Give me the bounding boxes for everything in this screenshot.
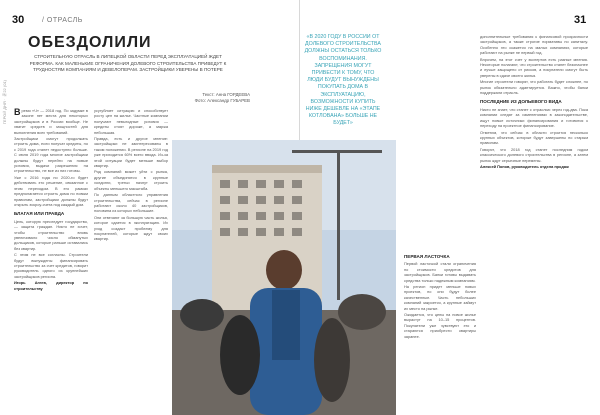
- col2-p1: усугубляет ситуацию и способствует росту цен на жилье. Частные компании получают невыгодные условия — кредиты стоят дороже, а маржа небольшая.: [94, 108, 168, 135]
- dropcap: В: [14, 107, 21, 117]
- section-label: / ОТРАСЛЬ: [42, 17, 83, 24]
- column-3: [480, 34, 588, 170]
- col4-p2: На регион придет меньше новых проектов, но они будут более качественные. Часть небольших компаний закроется, а крупные займут их место на рынке.: [404, 284, 476, 311]
- col1-subhead: БЛАГАЯ ИЛИ ПРАВДА: [14, 211, 65, 217]
- col1-p2: Застройщики смогут продолжать строить дома, если получат кредиты, но с 2019 года станет недоступно больше. С июля 2019 года многие застройщики должны будут перейти на новые условия, выдачи разрешения на строительство, не все из них готовы.: [14, 136, 88, 174]
- column-1: [14, 108, 88, 292]
- col3-p4: Никто не знает, что станет с отраслью через год-два. Пока компании следят за изменениями в законодательстве, ищут новые источники финансирования и готовятся к переходу на проектное финансирование.: [480, 106, 588, 129]
- col4-p1: Первой ласточкой стали ограничения по стоимости кредитов для застройщиков. Банки готовы выдавать средства только надежным компаниям.: [404, 261, 476, 283]
- photo-credit: Фото: Александр ГУБАРЕВ: [194, 98, 250, 103]
- headline: ОБЕЗДОЛИЛИ: [28, 34, 152, 51]
- column-2: [94, 108, 168, 243]
- col3-p3: Многие строители говорят, что работать будет сложнее, но рынок обязательно адаптируется. Важно, чтобы банки поддержали отрасль.: [480, 79, 588, 96]
- col2-p5: Они отвечают за большую часть жилья, которое сдается в эксплуатацию. Их уход создаст проблему для покупателей, которые ждут своих квартир.: [94, 214, 168, 242]
- col2-p3: Ряд компаний может уйти с рынка, другие объединятся в крупные холдинги, третьи начнут строить объекты меньшего масштаба.: [94, 169, 168, 191]
- col1-p3: Уже с 2016 года по 2020-го будет действовать это решение, связанное с этим переходом. В его рамках предполагается строить дома по новым правилам, застройщики должны будут открыть эскроу-счета под каждый дом.: [14, 174, 88, 207]
- col3-speaker: Алексей Попов, руководитель отдела продаж: [480, 163, 569, 169]
- page-number-right: 31: [574, 14, 587, 26]
- pull-quote: «В 2020 ГОДУ В РОССИИ ОТ ДОЛЕВОГО СТРОИТЕЛЬСТВА ДОЛЖНЫ ОСТАТЬСЯ ТОЛЬКО ВОСПОМИНАНИЯ. ЗАПРЕЩЕНИЯ МОГУТ ПРИВЕСТИ К ТОМУ, ЧТО ЛЮДИ БУДУТ ВЫНУЖДЕНЫ ПОКУПАТЬ ДОМА В ЭКСПЛУАТАЦИЮ, ВОЗМОЖНОСТИ КУПИТЬ НИЖЕ ДЕШЕВЛЕ НА «ЭТАПЕ КОТЛОВАНА» БОЛЬШЕ НЕ БУДЕТ»: [304, 34, 382, 127]
- col1-p1: ремя «Ч» — 2018 год. По задумке в законе нет места для некоторых застройщиков и в России вообще. Не хватит средств и мощностей для выполнения всех требований.: [14, 108, 88, 135]
- col2-p4: По данным областного управления строительства, сейчас в регионе работают около 40 застройщиков, половина из которых небольшие.: [94, 192, 168, 214]
- col3-subhead: ПОСЛЕДНИЕ ИЗ ДОЛЬЕВОГО ВИДА: [480, 99, 562, 105]
- col3-p2: Впрочем, на этот счет у экспертов есть разные мнения. Некоторые полагают, что строительство станет безопаснее и лучше защищено от рисков, а покупатели смогут быть уверены в сдаче своего жилья.: [480, 56, 588, 78]
- col4-p3: Ожидается, что цены на новое жилье вырастут на 10–15 процентов. Покупатели уже чувствуют это и стараются приобрести квартиры заранее.: [404, 312, 476, 339]
- col3-p1: дополнительные требования к финансовой прозрачности застройщиков, а также строгие нормативы по капиталу. Особенно это скажется на малых компаниях, которые работают на рынке не первый год.: [480, 34, 588, 56]
- author-credit: Текст: Анна ГОРДЕЕВА: [202, 92, 250, 97]
- col1-p4: Цель, которую преследует государство, — защита граждан. Никто не хочет, чтобы строительство вновь увеличивало число обманутых дольщиков, которые раньше оставались без квартир.: [14, 218, 88, 251]
- photo-illustration: [172, 140, 396, 415]
- col1-p5: С этим не все согласны. Строители будут вынуждены финансировать строительство за счет кредитов, говорит руководитель одного из крупнейших застройщиков региона.: [14, 252, 88, 279]
- column-4: [404, 250, 476, 340]
- col4-subhead: ПЕРВАЯ ЛАСТОЧКА: [404, 254, 450, 259]
- col1-speaker: Игорь Агеев, директор по строительству: [14, 280, 88, 291]
- lead-text: СТРОИТЕЛЬНУЮ ОТРАСЛЬ В ЛИПЕЦКОЙ ОБЛАСТИ ПЕРЕД ЭКСПЛУАТАЦИЕЙ ЖДЕТ РЕФОРМА. КАК МАЛЕНЬКИЕ ОГРАНИЧЕНИЯ ДОЛЕВОГО СТРОИТЕЛЬСТВА ПРИВЕДУТ К ТРУДНОСТЯМ КОМПАНИЯМ И ДЕВЕЛОПЕРАМ. ЗАСТРОЙЩИКИ УВЕРЕНЫ В ПОТЕРЕ: [29, 54, 227, 73]
- article-photo: [172, 140, 396, 415]
- col2-p2: Правда, есть и другое мнение: застройщики не заинтересованы в таком положении. В регионе на 2019 год уже приходится 60% всего ввода. Из-за этой ситуации будет меньше выбор квартир.: [94, 136, 168, 169]
- credits: [150, 92, 250, 104]
- col3-p5: Отметим, что сейчас в области строится несколько крупных объектов, которые будут завершены по старым правилам.: [480, 129, 588, 146]
- side-label: ГЕРОЙ ДНЯ · №22 (01): [2, 80, 7, 125]
- col3-p6: Говорят, что 2018 год станет последним годом классического долевого строительства в регионе, а затем рынок ждут серьезные перемены.: [480, 146, 588, 163]
- page-number-left: 30: [12, 14, 25, 26]
